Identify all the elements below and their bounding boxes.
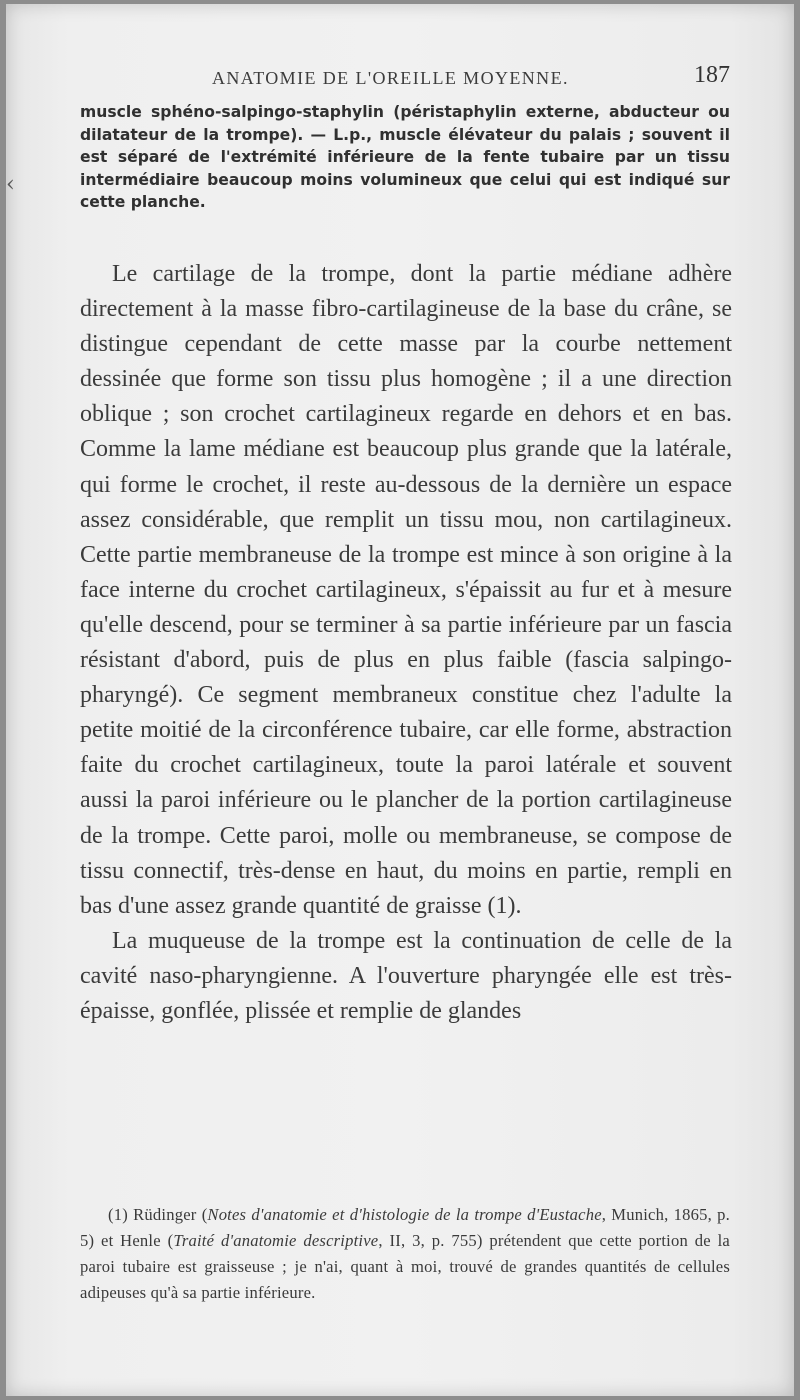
footnote-open-paren: ( <box>201 1205 208 1224</box>
figure-caption-continuation: muscle sphéno-salpingo-staphylin (péristaphylin externe, abducteur ou dilatateur de la trompe). — L.p., muscle élévateur du palais ; souvent il est séparé de l'extrémité inférieure de la fente tubaire par un tissu intermédiaire beaucoup moins volumineux que celui qui est indiqué sur cette planche. <box>80 103 730 211</box>
running-title: ANATOMIE DE L'OREILLE MOYENNE. <box>212 68 569 88</box>
footnote <box>80 1202 730 1306</box>
footnote-ref-1: , Munich, 1865, p. 5) <box>80 1205 730 1250</box>
page-header <box>80 62 730 96</box>
margin-mark: ‹ <box>6 172 15 197</box>
footnote-mid: et Henle ( <box>94 1231 174 1250</box>
main-text <box>80 257 732 1029</box>
footnote-title-1: Notes d'anatomie et d'histologie de la trompe d'Eustache <box>207 1205 602 1224</box>
footnote-text <box>80 1202 730 1306</box>
footnote-ref-2: , II, 3, p. 755) <box>378 1231 483 1250</box>
paragraph-cartilage: Le cartilage de la trompe, dont la partie médiane adhère directement à la masse fibro-cartilagineuse de la base du crâne, se distingue cependant de cette masse par la courbe nettement dessinée que forme son tissu plus homogène ; il a une direction oblique ; son crochet cartilagineux regarde en dehors et en bas. Comme la lame médiane est beaucoup plus grande que la latérale, qui forme le crochet, il reste au-dessous de la dernière un espace assez considérable, que remplit un tissu mou, non cartilagineux. Cette partie membraneuse de la trompe est mince à son origine à la face interne du crochet cartilagineux, s'épaissit au fur et à mesure qu'elle descend, pour se terminer à sa partie inférieure par un fascia résistant d'abord, puis de plus en plus faible (fascia salpingo-pharyngé). Ce segment membraneux constitue chez l'adulte la petite moitié de la circonférence tubaire, car elle forme, abstraction faite du crochet cartilagineux, toute la paroi latérale et souvent aussi la paroi inférieure ou le plancher de la portion cartilagineuse de la trompe. Cette paroi, molle ou membraneuse, se compose de tissu connectif, très-dense en haut, du moins en partie, rempli en bas d'une assez grande quantité de graisse (1). <box>80 261 732 919</box>
footnote-marker: (1) <box>108 1205 128 1224</box>
page-number: 187 <box>694 62 730 88</box>
footnote-author-1: Rüdinger <box>133 1205 197 1224</box>
footnote-rest: prétendent que cette portion de la paroi tubaire est graisseuse ; je n'ai, quant à moi, trouvé de grandes quantités de cellules adipeuses qu'à sa partie inférieure. <box>80 1231 730 1302</box>
book-page <box>6 4 794 1396</box>
paragraph-muqueuse: La muqueuse de la trompe est la continuation de celle de la cavité naso-pharyngienne. A l'ouverture pharyngée elle est très-épaisse, gonflée, plissée et remplie de glandes <box>80 927 732 1024</box>
footnote-title-2: Traité d'anatomie descriptive <box>173 1231 379 1250</box>
